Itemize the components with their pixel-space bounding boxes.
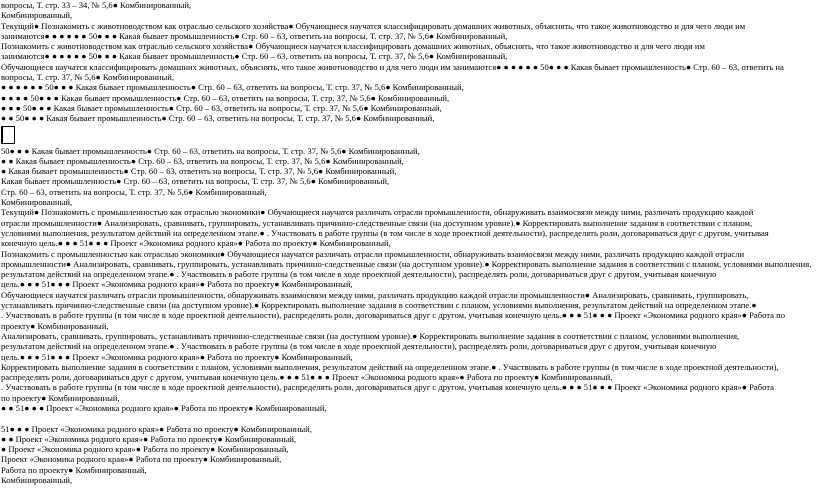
text-line: занимаются● ● ● ● ● ● 50● ● ● Какая бывает промышленность● Стр. 60 – 63, ответить на вопросы, Т. стр. 37, № 5,6● Комбинированный, xyxy=(1,51,508,62)
text-line: . Участвовать в работе группы (в том числе в ходе проектной деятельности), распределять роли, договариваться друг с другом, учитывая конечную цель.● ● ● 51● ● ● Проект «Экономика родного края»● Работа по xyxy=(1,310,785,321)
text-line: ● Проект «Экономика родного края»● Работа по проекту● Комбинированный, xyxy=(1,444,289,455)
text-line: конечную цель.● ● ● 51● ● ● Проект «Экономика родного края»● Работа по проекту● Комбинированный, xyxy=(1,238,391,249)
text-line: 50● ● ● Какая бывает промышленность● Стр. 60 – 63, ответить на вопросы, Т. стр. 37, № 5,6● Комбинированный, xyxy=(1,145,420,156)
text-line: ● ● Какая бывает промышленность● Стр. 60 – 63, ответить на вопросы, Т. стр. 37, № 5,6● Комбинированный, xyxy=(1,155,404,166)
text-line: Корректировать выполнение задания в соответствии с планом, условиями выполнения, результатом действий на определенном этапе.● . Участвовать в работе группы (в том числе в ходе проектной деятельности), xyxy=(1,361,779,372)
text-line: устанавливать причинно-следственные связи (на доступном уровне).● Корректировать выполнение задания в соответствии с планом, условиями выполнения, результатом действий на определенном этапе.● xyxy=(1,300,757,311)
text-line: промышленности● Анализировать, сравнивать, группировать, устанавливать причинно-следственные связи (на доступном уровне).● Корректировать выполнение задания в соответствии с планом, условиями выполнения, xyxy=(1,258,812,269)
text-line: распределять роли, договариваться друг с другом, учитывая конечную цель.● ● ● 51● ● ● Проект «Экономика родного края»● Работа по проекту● Комбинированный, xyxy=(1,372,613,383)
text-line: ● ● ● 50● ● ● Какая бывает промышленность● Стр. 60 – 63, ответить на вопросы, Т. стр. 37, № 5,6● Комбинированный, xyxy=(1,102,442,113)
text-line: Анализировать, сравнивать, группировать, устанавливать причинно-следственные связи (на доступном уровне).● Корректировать выполнение задания в соответствии с планом, условиями выполнения, xyxy=(1,330,740,341)
text-line: вопросы, Т. стр. 37, № 5,6● Комбинированный, xyxy=(1,72,174,83)
text-line: ● ● Проект «Экономика родного края»● Работа по проекту● Комбинированный, xyxy=(1,433,296,444)
text-line: Какая бывает промышленность● Стр. 60 – 63, ответить на вопросы, Т. стр. 37, № 5,6● Комбинированный, xyxy=(1,176,390,187)
text-line: отрасли промышленности● Анализировать, сравнивать, группировать, устанавливать причинно-следственные связи (на доступном уровне).● Корректировать выполнение задания в соответствии с планом, xyxy=(1,217,753,228)
text-line: занимаются● ● ● ● ● ● 50● ● ● Какая бывает промышленность● Стр. 60 – 63, ответить на вопросы, Т. стр. 37, № 5,6● Комбинированный, xyxy=(1,30,508,41)
text-line: ● ● ● ● 50● ● ● Какая бывает промышленность● Стр. 60 – 63, ответить на вопросы, Т. стр. 37, № 5,6● Комбинированный, xyxy=(1,92,450,103)
text-line: . Участвовать в работе группы (в том числе в ходе проектной деятельности), распределять роли, договариваться друг с другом, учитывая конечную цель.● ● ● 51● ● ● Проект «Экономика родного края»● Работа xyxy=(1,382,774,393)
text-line: Стр. 60 – 63, ответить на вопросы, Т. стр. 37, № 5,6● Комбинированный, xyxy=(1,186,267,197)
text-line: Познакомить с животноводством как отраслью сельского хозяйства● Обучающиеся научатся классифицировать домашних животных, объяснять, что такое животноводство и для чего люди им xyxy=(1,41,705,52)
text-line: вопросы, Т. стр. 33 – 34, № 5,6● Комбинированный, xyxy=(1,0,192,10)
empty-cell-box xyxy=(1,126,15,144)
text-line: Обучающиеся научатся различать отрасли промышленности, обнаруживать взаимосвязи между ними, различать продукцию каждой отрасли промышленности● Анализировать, сравнивать, группировать, xyxy=(1,289,749,300)
text-line: условиями выполнения, результатом действий на определенном этапе.● . Участвовать в работе группы (в том числе в ходе проектной деятельности), распределять роли, договариваться друг с другом, учитывая xyxy=(1,227,769,238)
text-line: Работа по проекту● Комбинированный, xyxy=(1,464,147,475)
text-line: Познакомить с промышленностью как отраслью экономики● Обучающиеся научатся различать отрасли промышленности, обнаруживать взаимосвязи между ними, различать продукцию каждой отрасли xyxy=(1,248,745,259)
text-line: результатом действий на определенном этапе.● . Участвовать в работе группы (в том числе в ходе проектной деятельности), распределять роли, договариваться друг с другом, учитывая конечную xyxy=(1,269,717,280)
text-line: Текущий● Познакомить с промышленностью как отраслью экономики● Обучающиеся научатся различать отрасли промышленности, обнаруживать взаимосвязи между ними, различать продукцию каждой xyxy=(1,207,754,218)
text-line: по проекту● Комбинированный, xyxy=(1,392,120,403)
text-line: Комбинированный, xyxy=(1,197,73,208)
text-line: ● Какая бывает промышленность● Стр. 60 – 63, ответить на вопросы, Т. стр. 37, № 5,6● Комбинированный, xyxy=(1,166,397,177)
text-line: результатом действий на определенном этапе.● . Участвовать в работе группы (в том числе в ходе проектной деятельности), распределять роли, договариваться друг с другом, учитывая конечную xyxy=(1,341,717,352)
text-line: ● ● 50● ● ● Какая бывает промышленность● Стр. 60 – 63, ответить на вопросы, Т. стр. 37, № 5,6● Комбинированный, xyxy=(1,113,435,124)
text-line: 51● ● ● Проект «Экономика родного края»● Работа по проекту● Комбинированный, xyxy=(1,423,312,434)
text-line: Комбинированный, xyxy=(1,10,73,21)
text-line: ● ● ● ● ● ● 50● ● ● Какая бывает промышленность● Стр. 60 – 63, ответить на вопросы, Т. стр. 37, № 5,6● Комбинированный, xyxy=(1,82,464,93)
text-line: цель.● ● ● 51● ● ● Проект «Экономика родного края»● Работа по проекту● Комбинированный, xyxy=(1,351,353,362)
text-line: проекту● Комбинированный, xyxy=(1,320,109,331)
text-line: цель.● ● ● 51● ● ● Проект «Экономика родного края»● Работа по проекту● Комбинированный, xyxy=(1,279,353,290)
text-line: Текущий● Познакомить с животноводством как отраслью сельского хозяйства● Обучающиеся научатся классифицировать домашних животных, объяснять, что такое животноводство и для чего люди им xyxy=(1,20,746,31)
text-line: ● ● 51● ● ● Проект «Экономика родного края»● Работа по проекту● Комбинированный, xyxy=(1,402,327,413)
text-line: Обучающиеся научатся классифицировать домашних животных, объяснять, что такое животноводство и для чего люди им занимаются● ● ● ● ● ● 50● ● ● Какая бывает промышленность● Стр. 60 – 63, ответить на xyxy=(1,61,784,72)
text-line: Комбинированный, xyxy=(1,475,73,486)
text-line: Проект «Экономика родного края»● Работа по проекту● Комбинированный, xyxy=(1,454,282,465)
blank-line xyxy=(0,413,816,423)
